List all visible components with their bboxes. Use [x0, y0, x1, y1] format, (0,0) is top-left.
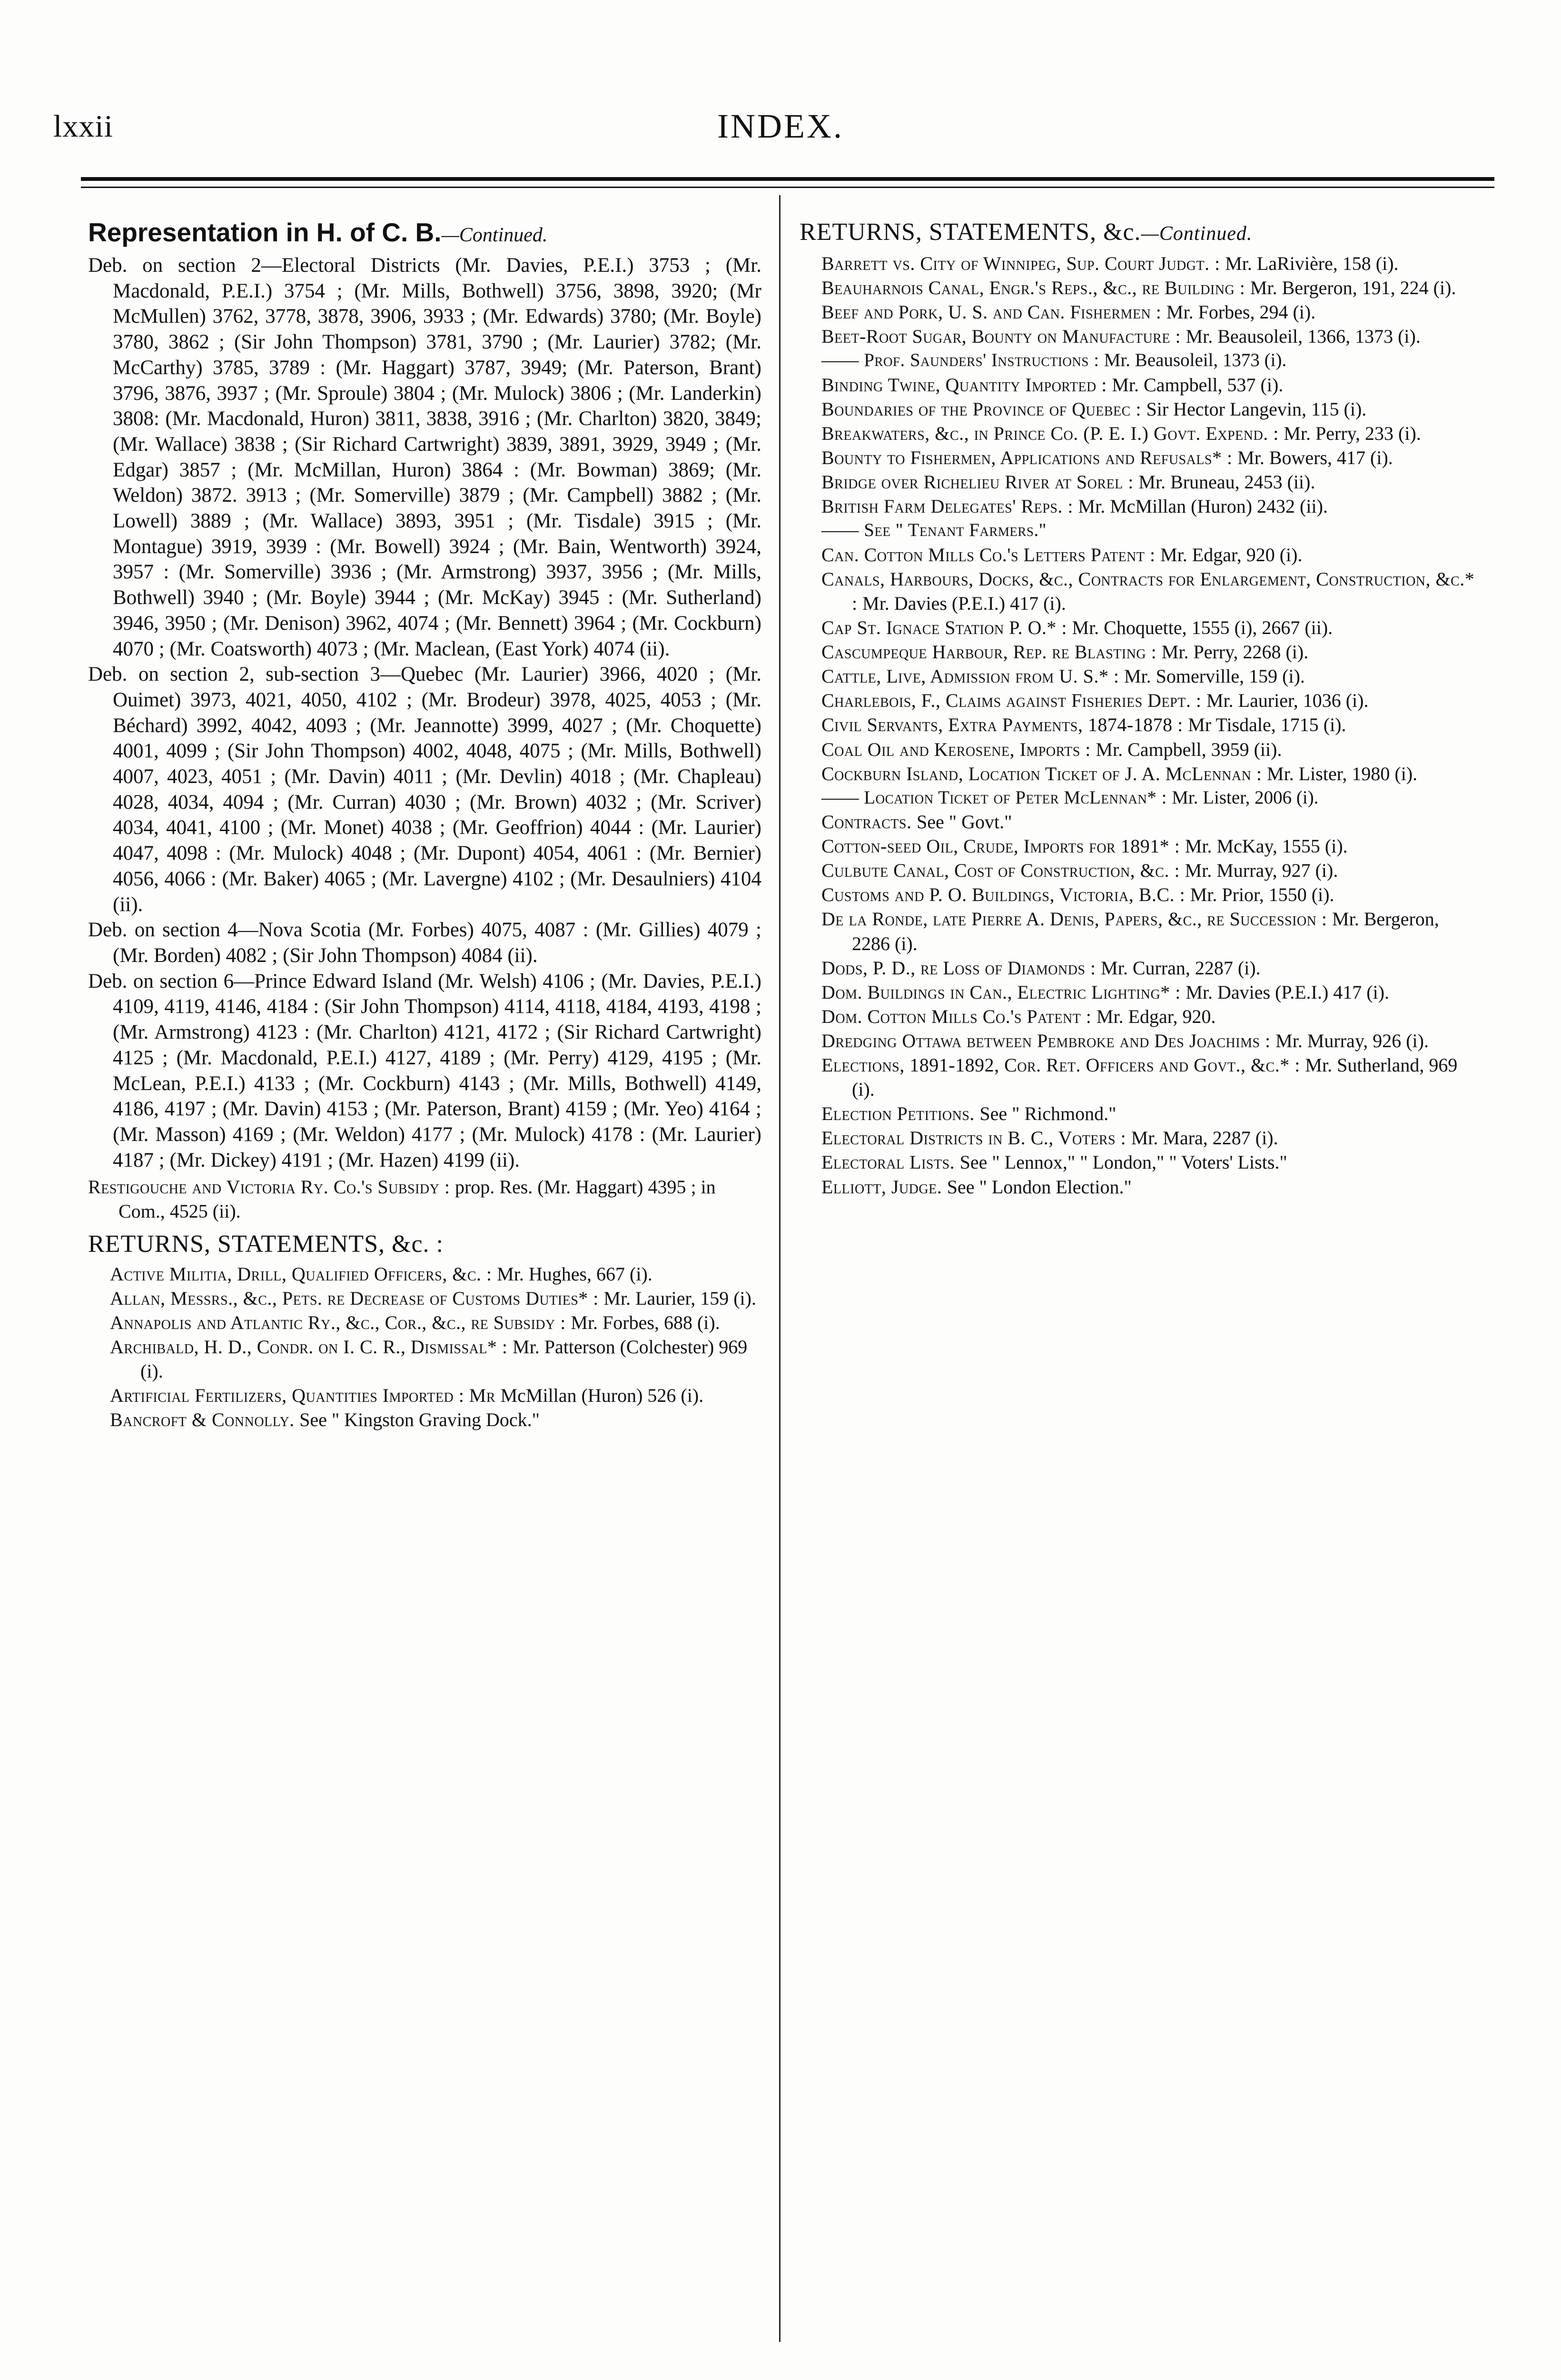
- entry-text: Mr. Hughes, 667 (i).: [497, 1263, 652, 1285]
- entry-label: Election Petitions.: [821, 1103, 975, 1125]
- index-subentry: [800, 348, 1475, 372]
- entry-text: Mr. Choquette, 1555 (i), 2667 (ii).: [1072, 617, 1333, 639]
- index-entry: [800, 567, 1475, 615]
- index-entry: [800, 907, 1475, 955]
- index-entry: [800, 688, 1475, 713]
- index-entry: [800, 1126, 1475, 1150]
- entry-text: Mr. Edgar, 920.: [1096, 1005, 1216, 1027]
- index-entry: [800, 615, 1475, 640]
- entry-label: Civil Servants, Extra Payments, 1874-1878 :: [821, 714, 1183, 736]
- index-subentry: [800, 518, 1475, 542]
- heading-continued: —Continued.: [441, 224, 548, 246]
- entry-label: Electoral Districts in B. C., Voters :: [821, 1127, 1126, 1149]
- entry-label: Cap St. Ignace Station P. O.* :: [821, 617, 1067, 639]
- debate-paragraph: Deb. on section 2, sub-section 3—Quebec (Mr. Laurier) 3966, 4020 ; (Mr. Ouimet) 3973, 4021, 4050, 4102 ; (Mr. Brodeur) 3978, 4025, 4053 ; (Mr. Béchard) 3992, 4042, 4093 ; (Mr. Jeannotte) 3999, 4027 ; (Mr. Choquette) 4001, 4099 ; (Sir John Thompson) 4002, 4048, 4075 ; (Mr. Mills, Bothwell) 4007, 4023, 4051 ; (Mr. Davin) 4011 ; (Mr. Devlin) 4018 ; (Mr. Chapleau) 4028, 4034, 4094 ; (Mr. Curran) 4030 ; (Mr. Brown) 4032 ; (Mr. Scriver) 4034, 4041, 4100 ; (Mr. Monet) 4038 ; (Mr. Geoffrion) 4044 : (Mr. Laurier) 4047, 4098 : (Mr. Mulock) 4048 ; (Mr. Dupont) 4054, 4061 : (Mr. Bernier) 4056, 4066 : (Mr. Baker) 4065 ; (Mr. Lavergne) 4102 ; (Mr. Desaulniers) 4104 (ii).: [88, 663, 761, 916]
- entry-label: British Farm Delegates' Reps. :: [821, 496, 1074, 517]
- entry-text: Mr. Prior, 1550 (i).: [1190, 884, 1334, 906]
- entry-text: Mr. Lister, 1980 (i).: [1267, 763, 1418, 784]
- debate-paragraph: Deb. on section 6—Prince Edward Island (Mr. Welsh) 4106 ; (Mr. Davies, P.E.I.) 4109, 4119, 4146, 4184 : (Sir John Thompson) 4114, 4118, 4184, 4193, 4198 ; (Mr. Armstrong) 4123 : (Mr. Charlton) 4121, 4172 ; (Sir Richard Cartwright) 4125 ; (Mr. Macdonald, P.E.I.) 4127, 4189 ; (Mr. Perry) 4129, 4195 ; (Mr. McLean, P.E.I.) 4133 ; (Mr. Cockburn) 4143 ; (Mr. Mills, Bothwell) 4149, 4186, 4197 ; (Mr. Davin) 4153 ; (Mr. Paterson, Brant) 4159 ; (Mr. Yeo) 4164 ; (Mr. Masson) 4169 ; (Mr. Weldon) 4177 ; (Mr. Mulock) 4178 : (Mr. Laurier) 4187 ; (Mr. Dickey) 4191 ; (Mr. Hazen) 4199 (ii).: [88, 970, 761, 1171]
- index-entry: [800, 956, 1475, 980]
- running-head: INDEX.: [717, 107, 844, 145]
- index-entry: [800, 373, 1475, 397]
- entry-label: Artificial Fertilizers, Quantities Imported : Mr: [110, 1384, 496, 1406]
- entry-text: Mr. Patterson (Colchester) 969 (i).: [140, 1336, 748, 1382]
- index-entry: [800, 640, 1475, 664]
- returns-heading: RETURNS, STATEMENTS, &c. :: [88, 1230, 444, 1258]
- index-entry: [800, 737, 1475, 762]
- column-divider: [779, 195, 780, 2342]
- index-entry: [800, 858, 1475, 883]
- entry-text: Mr. Campbell, 537 (i).: [1112, 374, 1284, 396]
- entry-label: Breakwaters, &c., in Prince Co. (P. E. I.) Govt. Expend. :: [821, 422, 1279, 444]
- index-entry: [800, 543, 1475, 567]
- entry-label: Dods, P. D., re Loss of Diamonds :: [821, 957, 1096, 979]
- entry-label: —— Prof. Saunders' Instructions :: [821, 350, 1099, 371]
- left-column: [88, 217, 761, 1432]
- debate-paragraph: Deb. on section 2—Electoral Districts (Mr. Davies, P.E.I.) 3753 ; (Mr. Macdonald, P.E.I.) 3754 ; (Mr. Mills, Bothwell) 3756, 3898, 3920; (Mr McMullen) 3762, 3778, 3878, 3906, 3933 ; (Mr. Edwards) 3780; (Mr. Boyle) 3780, 3862 ; (Sir John Thompson) 3781, 3790 ; (Mr. Laurier) 3782; (Mr. McCarthy) 3785, 3789 : (Mr. Haggart) 3787, 3949; (Mr. Paterson, Brant) 3796, 3876, 3937 ; (Mr. Sproule) 3804 ; (Mr. Mulock) 3806 ; (Mr. Landerkin) 3808: (Mr. Macdonald, Huron) 3811, 3838, 3916 ; (Mr. Charlton) 3820, 3849; (Mr. Wallace) 3838 ; (Sir Richard Cartwright) 3839, 3891, 3929, 3949 ; (Mr. Edgar) 3857 ; (Mr. McMillan, Huron) 3864 : (Mr. Bowman) 3869; (Mr. Weldon) 3872. 3913 ; (Mr. Somerville) 3879 ; (Mr. Campbell) 3882 ; (Mr. Lowell) 3889 ; (Mr. Wallace) 3893, 3951 ; (Mr. Tisdale) 3915 ; (Mr. Montague) 3919, 3939 : (Mr. Bowell) 3924 ; (Mr. Bain, Wentworth) 3924, 3957 : (Mr. Somerville) 3936 ; (Mr. Armstrong) 3937, 3956 ; (Mr. Mills, Bothwell) 3940 ; (Mr. Boyle) 3944 ; (Mr. McKay) 3945 : (Mr. Sutherland) 3946, 3950 ; (Mr. Denison) 3962, 4074 ; (Mr. Bennett) 3964 ; (Mr. Cockburn) 4070 ; (Mr. Coatsworth) 4073 ; (Mr. Maclean, (East York) 4074 (ii).: [88, 254, 761, 660]
- entry-text: Sir Hector Langevin, 115 (i).: [1146, 398, 1367, 420]
- entry-label: —— See " Tenant Farmers.": [821, 520, 1047, 541]
- entry-text: Mr. Curran, 2287 (i).: [1101, 957, 1261, 979]
- entry-label: Allan, Messrs., &c., Pets. re Decrease of Customs Duties* :: [110, 1287, 599, 1309]
- index-entry: [800, 251, 1475, 276]
- entry-text: Mr. Perry, 2268 (i).: [1161, 641, 1309, 663]
- index-entry: [800, 1175, 1475, 1199]
- index-entry: [800, 1053, 1475, 1101]
- entry-label: Dredging Ottawa between Pembroke and Des Joachims :: [821, 1030, 1271, 1051]
- entry-text: Mr. Mara, 2287 (i).: [1131, 1127, 1278, 1149]
- index-entry: [800, 1004, 1475, 1029]
- entry-text: Mr. Murray, 927 (i).: [1185, 860, 1338, 882]
- index-entry: [800, 446, 1475, 470]
- entry-text: Mr. Bowers, 417 (i).: [1237, 447, 1393, 469]
- entry-label: Elliott, Judge.: [821, 1176, 942, 1198]
- index-subentry: [800, 786, 1475, 810]
- entry-text: McMillan (Huron) 526 (i).: [500, 1384, 704, 1406]
- entry-label: Annapolis and Atlantic Ry., &c., Cor., &c., re Subsidy :: [110, 1311, 566, 1333]
- index-entry: [800, 1101, 1475, 1126]
- entry-label: Beauharnois Canal, Engr.'s Reps., &c., re Building :: [821, 277, 1245, 299]
- entry-label: Electoral Lists.: [821, 1151, 955, 1173]
- entry-label: Bancroft & Connolly.: [110, 1409, 295, 1431]
- entry-text: See " Kingston Graving Dock.": [299, 1409, 540, 1431]
- entry-text: Mr. Davies (P.E.I.) 417 (i).: [1186, 981, 1390, 1003]
- entry-text: Mr. LaRivière, 158 (i).: [1225, 253, 1399, 274]
- entry-text: Mr. Perry, 233 (i).: [1284, 422, 1421, 444]
- index-entry: [800, 810, 1475, 834]
- entry-label: Contracts.: [821, 811, 912, 833]
- index-entry: [800, 883, 1475, 907]
- index-entry: [800, 664, 1475, 688]
- entry-text: Mr. McMillan (Huron) 2432 (ii).: [1078, 496, 1328, 517]
- entry-label: Beet-Root Sugar, Bounty on Manufacture :: [821, 326, 1181, 347]
- index-entry: [88, 1408, 761, 1432]
- index-entry: [88, 1262, 761, 1286]
- entry-label: Barrett vs. City of Winnipeg, Sup. Court Judgt. :: [821, 253, 1220, 274]
- entry-text: See " Richmond.": [979, 1103, 1116, 1125]
- index-entry: [800, 421, 1475, 446]
- entry-label: Culbute Canal, Cost of Construction, &c. :: [821, 860, 1180, 882]
- entry-label: Archibald, H. D., Condr. on I. C. R., Dismissal* :: [110, 1336, 508, 1358]
- entry-label: Canals, Harbours, Docks, &c., Contracts for Enlargement, Construction, &c.* :: [821, 568, 1475, 614]
- right-column: [800, 217, 1475, 1199]
- index-entry: [800, 300, 1475, 324]
- heading-continued: —Continued.: [1141, 223, 1253, 245]
- right-column-entries: [800, 251, 1475, 1199]
- entry-text: Mr. Campbell, 3959 (ii).: [1096, 738, 1282, 760]
- index-entry: [800, 276, 1475, 300]
- header-rule-thick: [81, 177, 1494, 181]
- entry-label: Binding Twine, Quantity Imported :: [821, 374, 1107, 396]
- entry-text: See " London Election.": [947, 1176, 1132, 1198]
- entry-text: Mr. Somerville, 159 (i).: [1124, 665, 1305, 687]
- entry-text: Mr. Forbes, 688 (i).: [571, 1311, 720, 1333]
- entry-text: Mr. Laurier, 1036 (i).: [1206, 690, 1369, 712]
- entry-label: Active Militia, Drill, Qualified Officers, &c. :: [110, 1263, 492, 1285]
- entry-label: Dom. Cotton Mills Co.'s Patent :: [821, 1005, 1092, 1027]
- entry-text: Mr. Bergeron, 2286 (i).: [852, 908, 1439, 954]
- index-entry: [88, 1310, 761, 1335]
- entry-text: Mr. Bruneau, 2453 (ii).: [1138, 471, 1315, 493]
- index-entry: [800, 762, 1475, 786]
- header-rule-thin: [81, 187, 1494, 188]
- entry-text: Mr. Lister, 2006 (i).: [1172, 787, 1319, 808]
- entry-text: Mr. Bergeron, 191, 224 (i).: [1250, 277, 1456, 299]
- entry-label: Beef and Pork, U. S. and Can. Fishermen :: [821, 301, 1162, 323]
- index-entry: [88, 1335, 761, 1383]
- entry-label: Cockburn Island, Location Ticket of J. A. McLennan :: [821, 763, 1262, 784]
- entry-label: Cascumpeque Harbour, Rep. re Blasting :: [821, 641, 1157, 663]
- index-entry: [88, 1383, 761, 1408]
- entry-label: Bridge over Richelieu River at Sorel :: [821, 471, 1134, 493]
- heading-text: Representation in H. of C. B.: [88, 218, 442, 247]
- entry-label: Cattle, Live, Admission from U. S.* :: [821, 665, 1119, 687]
- index-entry: [88, 1286, 761, 1310]
- entry-text: Mr. Beausoleil, 1373 (i).: [1104, 350, 1287, 371]
- entry-label: Dom. Buildings in Can., Electric Lighting* :: [821, 981, 1181, 1003]
- index-entry: [800, 980, 1475, 1004]
- index-entry: [800, 713, 1475, 737]
- entry-text: Mr. McKay, 1555 (i).: [1185, 835, 1348, 857]
- entry-label: Coal Oil and Kerosene, Imports :: [821, 738, 1091, 760]
- entry-label: Restigouche and Victoria Ry. Co.'s Subsidy :: [88, 1176, 450, 1198]
- index-entry: [800, 1029, 1475, 1053]
- entry-text: Mr. Laurier, 159 (i).: [603, 1287, 756, 1309]
- entry-text: See " Lennox," " London," " Voters' Lists.": [959, 1151, 1287, 1173]
- right-column-heading: [800, 217, 1475, 249]
- entry-label: Boundaries of the Province of Quebec :: [821, 398, 1141, 420]
- entry-text: See " Govt.": [916, 811, 1012, 833]
- entry-text: Mr. Edgar, 920 (i).: [1160, 544, 1303, 565]
- page-folio: lxxii: [53, 109, 114, 144]
- entry-text: Mr. Sutherland, 969 (i).: [852, 1054, 1458, 1101]
- index-entry: [800, 397, 1475, 421]
- entry-label: Charlebois, F., Claims against Fisheries Dept. :: [821, 690, 1202, 712]
- entry-text: Mr Tisdale, 1715 (i).: [1188, 714, 1346, 736]
- heading-text: RETURNS, STATEMENTS, &c.: [800, 218, 1141, 246]
- entry-label: Elections, 1891-1892, Cor. Ret. Officers and Govt., &c.* :: [821, 1054, 1300, 1076]
- index-entry: [800, 834, 1475, 858]
- entry-text: Mr. Beausoleil, 1366, 1373 (i).: [1186, 326, 1421, 347]
- left-column-heading: [88, 217, 761, 251]
- index-entry-restigouche: [88, 1175, 761, 1223]
- debate-paragraph: Deb. on section 4—Nova Scotia (Mr. Forbes) 4075, 4087 : (Mr. Gillies) 4079 ; (Mr. Borden) 4082 ; (Sir John Thompson) 4084 (ii).: [88, 919, 761, 967]
- entry-text: Mr. Forbes, 294 (i).: [1166, 301, 1316, 323]
- index-entry: [800, 470, 1475, 494]
- entry-label: De la Ronde, late Pierre A. Denis, Papers, &c., re Succession :: [821, 908, 1327, 930]
- entry-text: Mr. Davies (P.E.I.) 417 (i).: [862, 592, 1066, 614]
- returns-entries: [88, 1262, 761, 1432]
- entry-text: prop. Res. (Mr. Haggart) 4395 ; in Com., 4525 (ii).: [119, 1176, 716, 1222]
- entry-text: Mr. Murray, 926 (i).: [1275, 1030, 1429, 1051]
- entry-label: Cotton-seed Oil, Crude, Imports for 1891* :: [821, 835, 1180, 857]
- entry-label: Can. Cotton Mills Co.'s Letters Patent :: [821, 544, 1156, 565]
- index-entry: [800, 1150, 1475, 1174]
- entry-label: —— Location Ticket of Peter McLennan* :: [821, 787, 1167, 808]
- index-entry: [800, 494, 1475, 518]
- entry-label: Customs and P. O. Buildings, Victoria, B.C. :: [821, 884, 1186, 906]
- entry-label: Bounty to Fishermen, Applications and Refusals* :: [821, 447, 1233, 469]
- index-entry: [800, 324, 1475, 348]
